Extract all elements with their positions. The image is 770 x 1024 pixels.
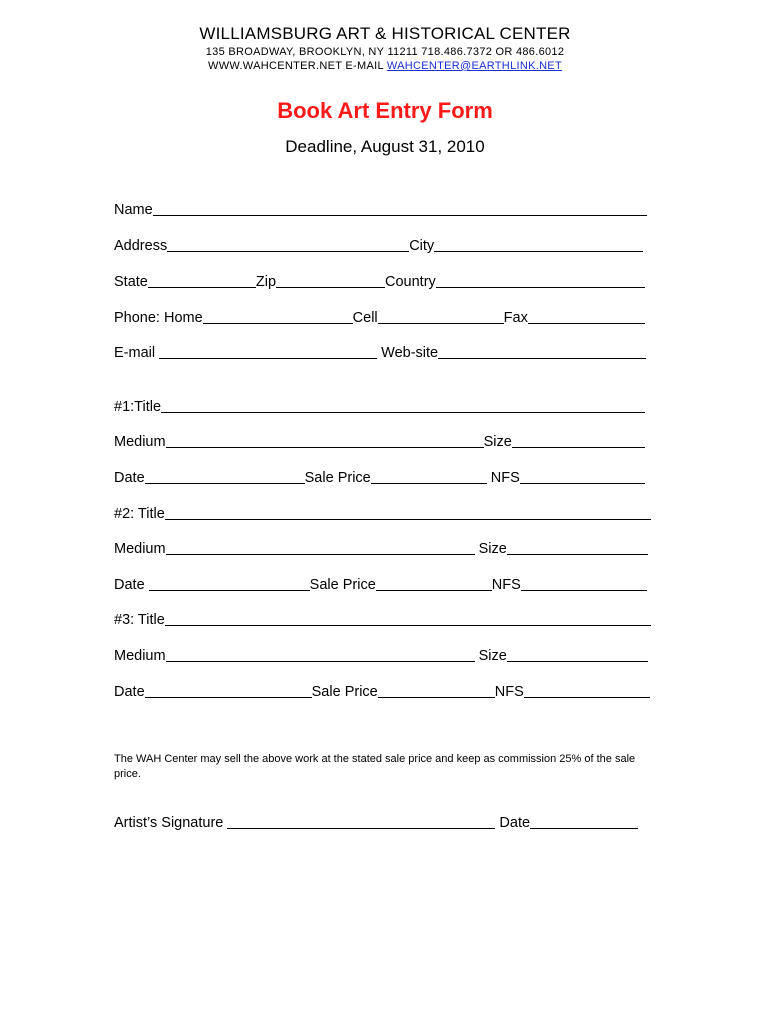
entry2-nfs-field[interactable] xyxy=(521,576,647,591)
entry1-sale-price-field[interactable] xyxy=(371,469,487,484)
state-label: State xyxy=(114,274,148,290)
zip-field[interactable] xyxy=(276,273,385,288)
entry1-nfs-field[interactable] xyxy=(520,469,645,484)
address-field[interactable] xyxy=(167,237,409,252)
entry3-nfs-label: NFS xyxy=(494,684,524,700)
signature-label: Artist’s Signature xyxy=(114,815,228,831)
signature-field[interactable] xyxy=(227,814,495,829)
cell-field[interactable] xyxy=(378,309,504,324)
state-row xyxy=(114,270,645,290)
entry3-medium-row xyxy=(114,644,648,664)
entry2-medium-field[interactable] xyxy=(166,540,475,555)
entry1-title-row xyxy=(114,395,645,415)
form-title: Book Art Entry Form xyxy=(277,98,493,123)
entry3-medium-field[interactable] xyxy=(166,647,475,662)
fax-field[interactable] xyxy=(528,309,645,324)
fax-label: Fax xyxy=(503,310,528,326)
email-label: E-mail xyxy=(114,345,160,361)
entry1-nfs-label: NFS xyxy=(486,470,520,486)
signature-row xyxy=(114,811,638,831)
city-field[interactable] xyxy=(434,237,643,252)
entry2-title-field[interactable] xyxy=(165,505,651,520)
name-field[interactable] xyxy=(153,201,647,216)
entry2-title-row xyxy=(114,502,651,522)
entry2-size-label: Size xyxy=(474,541,507,557)
entry1-title-label: #1:Title xyxy=(114,399,162,415)
signature-date-field[interactable] xyxy=(530,814,638,829)
email-link[interactable]: WAHCENTER@EARTHLINK.NET xyxy=(386,60,562,72)
name-label: Name xyxy=(114,202,153,218)
web-prefix: WWW.WAHCENTER.NET E-MAIL xyxy=(208,60,387,72)
phone-row xyxy=(114,306,645,326)
entry3-title-row xyxy=(114,608,651,628)
entry3-sale-price-label: Sale Price xyxy=(311,684,378,700)
state-field[interactable] xyxy=(148,273,256,288)
entry2-sale-price-field[interactable] xyxy=(376,576,492,591)
entry3-nfs-field[interactable] xyxy=(524,683,650,698)
entry1-medium-label: Medium xyxy=(114,434,166,450)
address-line: 135 BROADWAY, BROOKLYN, NY 11211 718.486.7372 OR 486.6012 xyxy=(205,46,565,58)
cell-label: Cell xyxy=(352,310,378,326)
country-field[interactable] xyxy=(436,273,645,288)
website-field[interactable] xyxy=(438,344,646,359)
entry1-medium-row xyxy=(114,430,645,450)
address-label: Address xyxy=(114,238,168,254)
name-row xyxy=(114,198,647,218)
entry2-title-label: #2: Title xyxy=(114,506,165,522)
deadline: Deadline, August 31, 2010 xyxy=(285,137,485,156)
country-label: Country xyxy=(385,274,436,290)
entry3-size-field[interactable] xyxy=(507,647,648,662)
entry1-medium-field[interactable] xyxy=(166,433,484,448)
entry3-medium-label: Medium xyxy=(114,648,166,664)
entry2-size-field[interactable] xyxy=(507,540,648,555)
entry3-size-label: Size xyxy=(474,648,507,664)
zip-label: Zip xyxy=(255,274,277,290)
phone-home-label: Phone: Home xyxy=(114,310,203,326)
signature-date-label: Date xyxy=(495,815,531,831)
entry2-date-row xyxy=(114,573,647,593)
email-field[interactable] xyxy=(159,344,377,359)
entry1-sale-price-label: Sale Price xyxy=(304,470,371,486)
phone-home-field[interactable] xyxy=(203,309,353,324)
city-label: City xyxy=(409,238,435,254)
entry3-title-field[interactable] xyxy=(165,611,651,626)
entry2-sale-price-label: Sale Price xyxy=(309,577,376,593)
entry3-sale-price-field[interactable] xyxy=(378,683,495,698)
entry2-medium-label: Medium xyxy=(114,541,166,557)
web-line xyxy=(0,60,770,72)
entry3-date-row xyxy=(114,680,650,700)
entry3-title-label: #3: Title xyxy=(114,612,165,628)
entry3-date-label: Date xyxy=(114,684,145,700)
entry3-date-field[interactable] xyxy=(145,683,312,698)
website-label: Web-site xyxy=(377,345,439,361)
address-row xyxy=(114,234,643,254)
entry1-date-label: Date xyxy=(114,470,145,486)
entry2-date-label: Date xyxy=(114,577,149,593)
entry1-date-row xyxy=(114,466,645,486)
entry2-nfs-label: NFS xyxy=(491,577,521,593)
entry2-date-field[interactable] xyxy=(149,576,310,591)
entry2-medium-row xyxy=(114,537,648,557)
entry1-title-field[interactable] xyxy=(161,398,645,413)
entry1-size-field[interactable] xyxy=(512,433,645,448)
entry1-date-field[interactable] xyxy=(145,469,305,484)
email-row xyxy=(114,341,646,361)
org-name: WILLIAMSBURG ART & HISTORICAL CENTER xyxy=(199,24,571,43)
commission-note: The WAH Center may sell the above work at the stated sale price and keep as commission 25% of the sale price. xyxy=(114,753,636,780)
entry1-size-label: Size xyxy=(483,434,512,450)
